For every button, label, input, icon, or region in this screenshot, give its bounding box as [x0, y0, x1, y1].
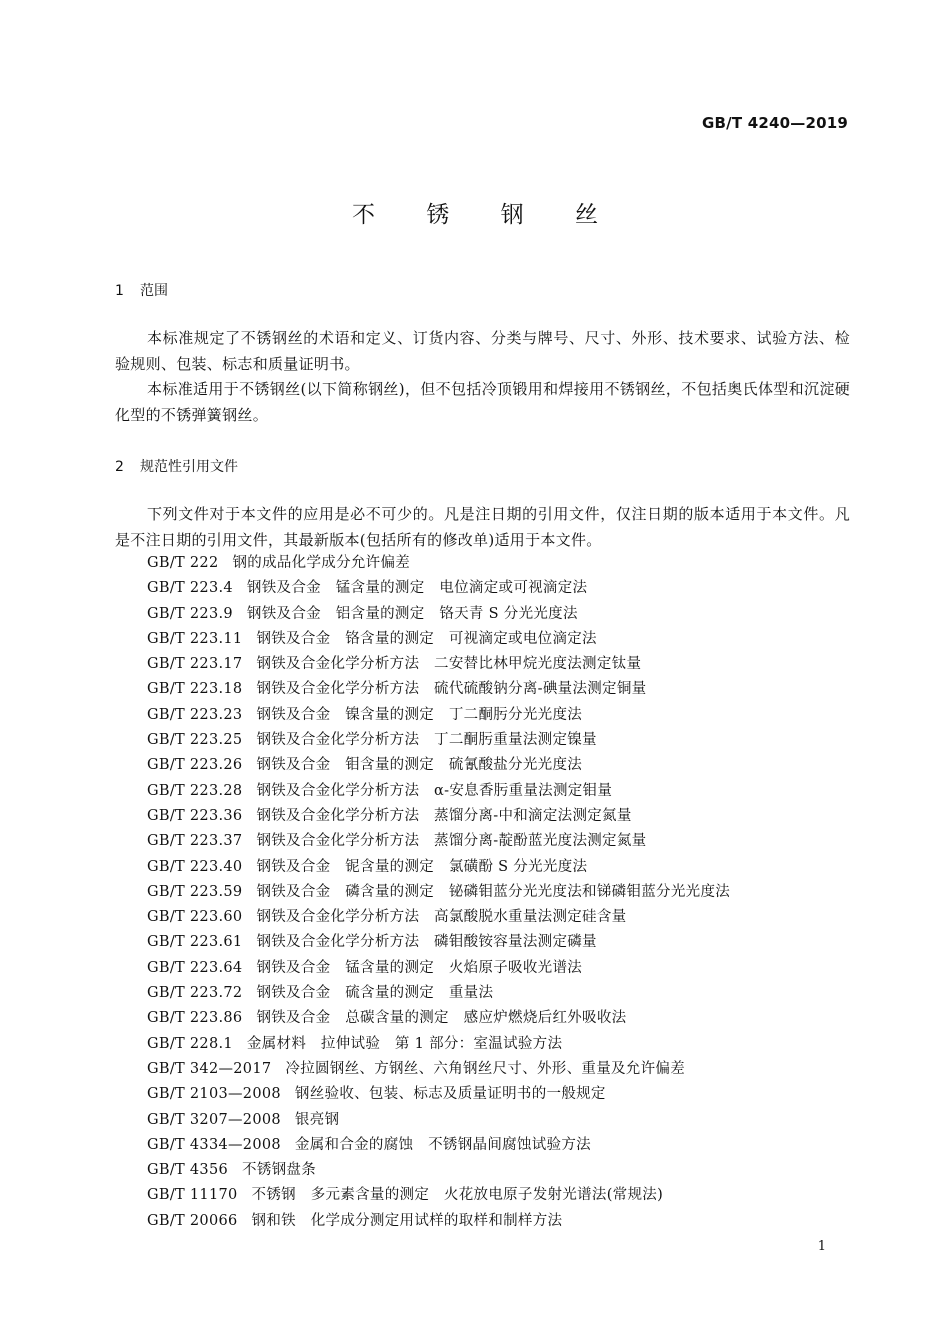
reference-code: GB/T 223.28: [147, 782, 243, 799]
reference-title: 冷拉圆钢丝、方钢丝、六角钢丝尺寸、外形、重量及允许偏差: [285, 1060, 685, 1077]
reference-title: 钢铁及合金化学分析方法 蒸馏分离-中和滴定法测定氮量: [256, 807, 632, 824]
reference-code: GB/T 223.4: [147, 580, 233, 597]
reference-title: 钢铁及合金化学分析方法 二安替比林甲烷光度法测定钛量: [256, 656, 642, 673]
reference-item: [147, 728, 730, 753]
reference-code: GB/T 2103—2008: [147, 1086, 281, 1103]
section-heading-scope: [115, 280, 168, 300]
section-number: 1: [115, 283, 124, 299]
reference-code: GB/T 223.61: [147, 934, 243, 951]
section-title: 范围: [140, 283, 168, 299]
reference-code: GB/T 223.17: [147, 656, 243, 673]
reference-title: 钢铁及合金 硫含量的测定 重量法: [256, 985, 494, 1002]
reference-title: 银亮钢: [294, 1111, 340, 1128]
reference-item: [147, 677, 730, 702]
reference-item: [147, 1108, 730, 1133]
reference-title: 钢丝验收、包装、标志及质量证明书的一般规定: [294, 1086, 606, 1103]
reference-code: GB/T 223.60: [147, 909, 243, 926]
reference-code: GB/T 223.59: [147, 883, 243, 900]
reference-code: GB/T 223.40: [147, 858, 243, 875]
reference-title: 钢铁及合金化学分析方法 高氯酸脱水重量法测定硅含量: [256, 909, 627, 926]
reference-item: [147, 905, 730, 930]
reference-item: [147, 855, 730, 880]
section-heading-normative-references: [115, 456, 238, 476]
reference-title: 钢铁及合金 铌含量的测定 氯磺酚 S 分光光度法: [256, 858, 588, 875]
reference-title: 钢铁及合金化学分析方法 丁二酮肟重量法测定镍量: [256, 732, 597, 749]
reference-item: [147, 652, 730, 677]
reference-title: 钢铁及合金化学分析方法 α-安息香肟重量法测定钼量: [256, 782, 613, 799]
section-number: 2: [115, 459, 124, 475]
scope-paragraph-1: 本标准规定了不锈钢丝的术语和定义、订货内容、分类与牌号、尺寸、外形、技术要求、试验方法、检验规则、包装、标志和质量证明书。: [115, 329, 850, 373]
reference-item: [147, 829, 730, 854]
reference-code: GB/T 223.23: [147, 706, 243, 723]
reference-item: [147, 551, 730, 576]
page-number: 1: [817, 1239, 826, 1254]
reference-code: GB/T 223.9: [147, 605, 233, 622]
reference-code: GB/T 342—2017: [147, 1060, 272, 1077]
reference-code: GB/T 222: [147, 555, 219, 571]
section-title: 规范性引用文件: [140, 459, 238, 475]
reference-title: 钢铁及合金化学分析方法 磷钼酸铵容量法测定磷量: [256, 934, 597, 951]
reference-item: [147, 576, 730, 601]
reference-code: GB/T 223.37: [147, 833, 243, 850]
reference-code: GB/T 4356: [147, 1162, 229, 1179]
reference-title: 钢铁及合金 总碳含量的测定 感应炉燃烧后红外吸收法: [256, 1010, 627, 1027]
reference-title: 钢铁及合金 铝含量的测定 铬天青 S 分光光度法: [246, 605, 578, 622]
reference-item: [147, 753, 730, 778]
reference-code: GB/T 223.25: [147, 732, 243, 749]
reference-item: [147, 1183, 730, 1208]
reference-title: 钢铁及合金 钼含量的测定 硫氰酸盐分光光度法: [256, 757, 583, 774]
reference-title: 钢铁及合金 锰含量的测定 火焰原子吸收光谱法: [256, 959, 583, 976]
reference-title: 钢的成品化学成分允许偏差: [232, 555, 411, 571]
reference-item: [147, 703, 730, 728]
reference-title: 钢铁及合金 锰含量的测定 电位滴定或可视滴定法: [246, 580, 588, 597]
reference-code: GB/T 228.1: [147, 1035, 233, 1052]
reference-code: GB/T 11170: [147, 1187, 238, 1204]
reference-item: [147, 956, 730, 981]
reference-code: GB/T 223.36: [147, 807, 243, 824]
standard-code: GB/T 4240—2019: [702, 114, 848, 132]
reference-item: [147, 930, 730, 955]
reference-title: 不锈钢 多元素含量的测定 火花放电原子发射光谱法(常规法): [251, 1187, 664, 1204]
reference-title: 钢铁及合金 镍含量的测定 丁二酮肟分光光度法: [256, 706, 583, 723]
reference-item: [147, 1133, 730, 1158]
reference-title: 钢铁及合金 铬含量的测定 可视滴定或电位滴定法: [256, 630, 597, 647]
reference-code: GB/T 4334—2008: [147, 1136, 281, 1153]
reference-item: [147, 880, 730, 905]
reference-code: GB/T 223.18: [147, 681, 243, 698]
reference-title: 金属材料 拉伸试验 第 1 部分：室温试验方法: [246, 1035, 563, 1052]
reference-title: 钢和铁 化学成分测定用试样的取样和制样方法: [251, 1212, 563, 1229]
reference-item: [147, 1006, 730, 1031]
reference-item: [147, 1158, 730, 1183]
reference-code: GB/T 20066: [147, 1212, 238, 1229]
scope-paragraph-2: 本标准适用于不锈钢丝(以下简称钢丝)，但不包括冷顶锻用和焊接用不锈钢丝，不包括奥氏体型和沉淀硬化型的不锈弹簧钢丝。: [115, 380, 850, 424]
reference-title: 钢铁及合金化学分析方法 蒸馏分离-靛酚蓝光度法测定氮量: [256, 833, 647, 850]
reference-item: [147, 627, 730, 652]
reference-item: [147, 1209, 730, 1234]
reference-item: [147, 981, 730, 1006]
document-title: 不 锈 钢 丝: [352, 202, 620, 228]
reference-code: GB/T 223.11: [147, 630, 243, 647]
reference-code: GB/T 3207—2008: [147, 1111, 281, 1128]
references-intro-paragraph: 下列文件对于本文件的应用是必不可少的。凡是注日期的引用文件，仅注日期的版本适用于本文件。凡是不注日期的引用文件，其最新版本(包括所有的修改单)适用于本文件。: [115, 505, 850, 549]
reference-item: [147, 1032, 730, 1057]
reference-item: [147, 804, 730, 829]
reference-list: [147, 551, 730, 1234]
reference-item: [147, 602, 730, 627]
reference-code: GB/T 223.26: [147, 757, 243, 774]
reference-item: [147, 1057, 730, 1082]
reference-item: [147, 779, 730, 804]
reference-item: [147, 1082, 730, 1107]
reference-title: 钢铁及合金化学分析方法 硫代硫酸钠分离-碘量法测定铜量: [256, 681, 647, 698]
reference-code: GB/T 223.72: [147, 985, 243, 1002]
reference-title: 金属和合金的腐蚀 不锈钢晶间腐蚀试验方法: [294, 1136, 591, 1153]
reference-code: GB/T 223.64: [147, 959, 243, 976]
reference-title: 不锈钢盘条: [242, 1162, 317, 1179]
reference-code: GB/T 223.86: [147, 1010, 243, 1027]
reference-title: 钢铁及合金 磷含量的测定 铋磷钼蓝分光光度法和锑磷钼蓝分光光度法: [256, 883, 731, 900]
